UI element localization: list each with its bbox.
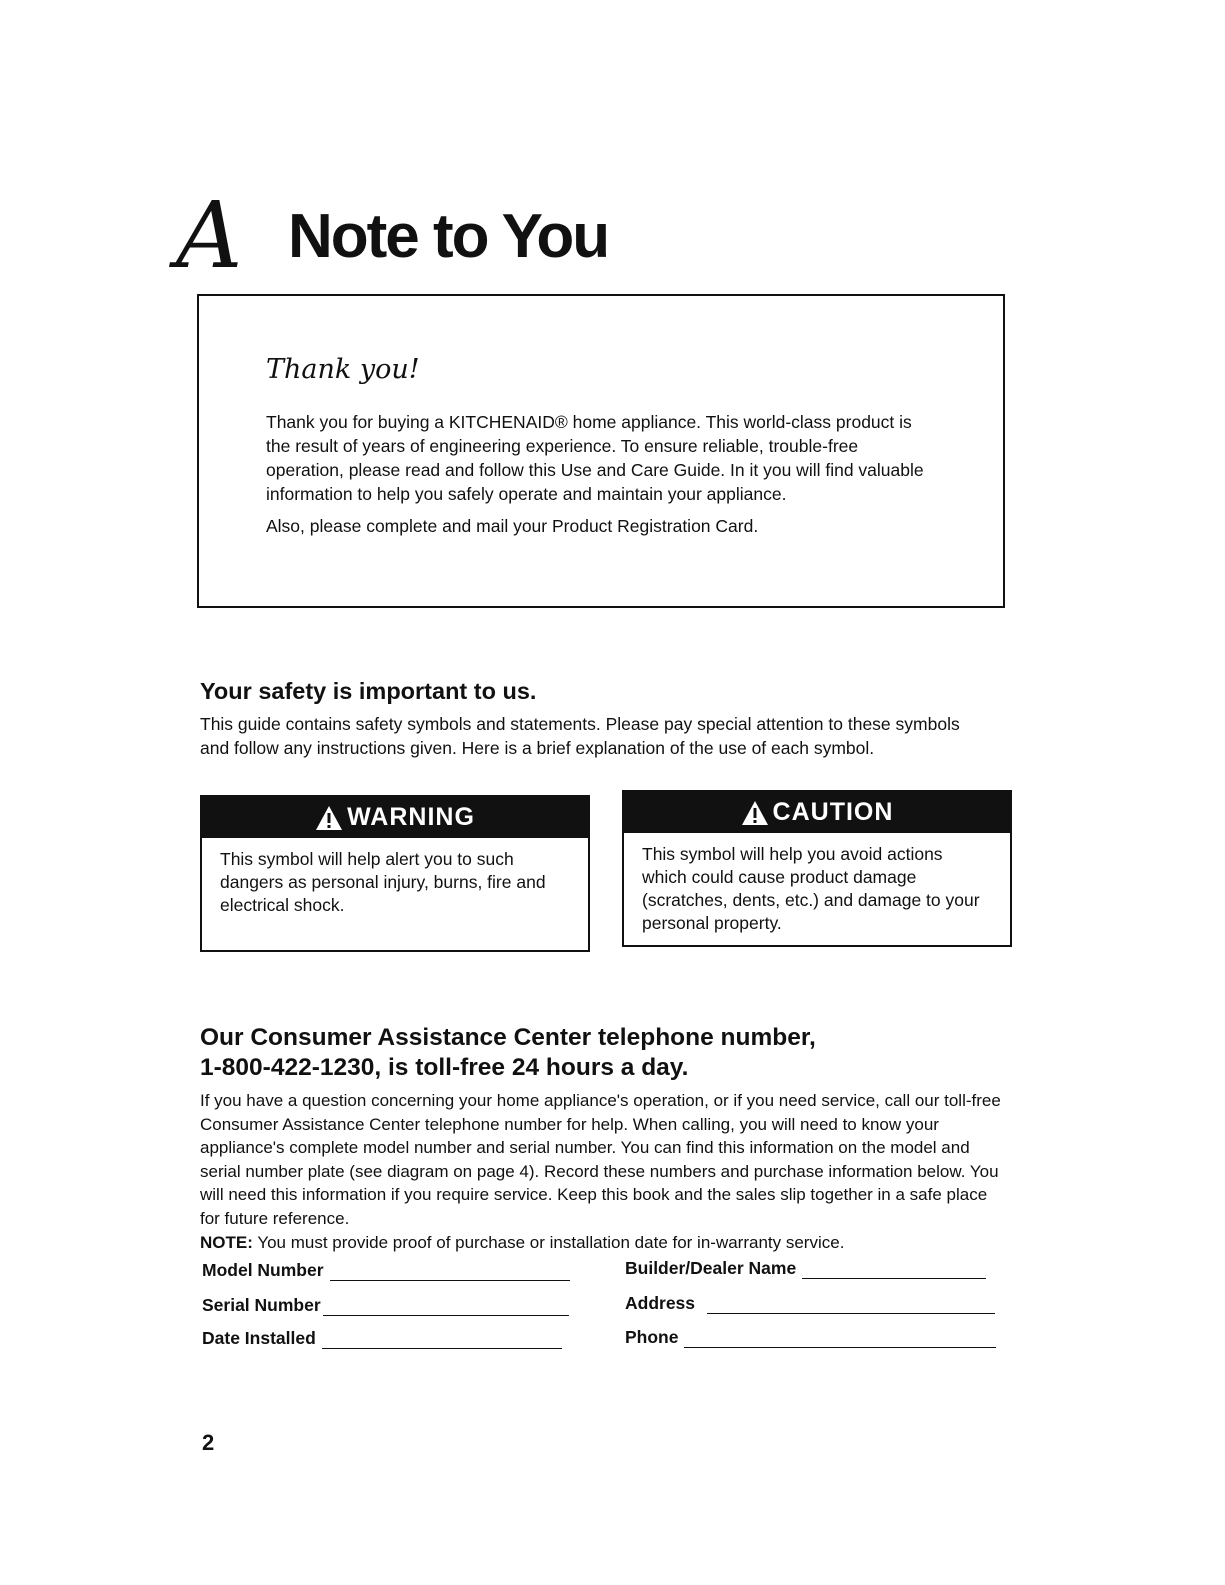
page-title: Note to You xyxy=(288,202,609,271)
serial-number-row xyxy=(202,1295,569,1316)
address-row xyxy=(625,1293,995,1314)
consumer-body xyxy=(200,1089,1010,1254)
thank-you-body xyxy=(266,410,926,546)
builder-dealer-label: Builder/Dealer Name xyxy=(625,1258,797,1278)
safety-heading: Your safety is important to us. xyxy=(200,678,537,704)
model-number-field[interactable] xyxy=(330,1264,570,1281)
model-number-label: Model Number xyxy=(202,1260,324,1280)
consumer-heading xyxy=(200,1023,1020,1083)
registration-paragraph: Also, please complete and mail your Product Registration Card. xyxy=(266,516,759,536)
warning-label: WARNING xyxy=(347,803,475,831)
caution-text: This symbol will help you avoid actions which could cause product damage (scratches, dents, etc.) and damage to your personal property. xyxy=(642,844,980,933)
phone-field[interactable] xyxy=(684,1331,996,1348)
safety-body: This guide contains safety symbols and statements. Please pay special attention to these symbols and follow any instructions given. Here is a brief explanation of the use of each symbol. xyxy=(200,714,960,758)
phone-row xyxy=(625,1327,996,1348)
warning-text: This symbol will help alert you to such dangers as personal injury, burns, fire and electrical shock. xyxy=(220,849,546,915)
date-installed-row xyxy=(202,1328,562,1349)
caution-header xyxy=(624,792,1010,833)
consumer-heading-line1: Our Consumer Assistance Center telephone number, xyxy=(200,1024,816,1051)
warning-header xyxy=(202,797,588,838)
note-label: NOTE: xyxy=(200,1232,253,1252)
consumer-paragraph: If you have a question concerning your home appliance's operation, or if you need service, call our toll-free Consumer Assistance Center telephone number for help. When calling, you will need to know your appliance's complete model number and serial number. You can find this information on the model and serial number plate (see diagram on page 4). Record these numbers and purchase information below. You will need this information if you require service. Keep this book and the sales slip together in a safe place for future reference. xyxy=(200,1091,1001,1228)
address-label: Address xyxy=(625,1293,696,1313)
date-installed-field[interactable] xyxy=(322,1332,562,1349)
note-line xyxy=(200,1231,1010,1255)
thank-you-paragraph: Thank you for buying a KITCHENAID® home appliance. This world-class product is the result of years of engineering experience. To ensure reliable, trouble-free operation, please read and follow this Use and Care Guide. In it you will find valuable information to help you safely operate and maintain your appliance. xyxy=(266,412,924,504)
model-number-row xyxy=(202,1260,570,1281)
warning-triangle-icon xyxy=(315,805,343,831)
caution-triangle-icon xyxy=(741,800,769,826)
address-field[interactable] xyxy=(707,1297,995,1314)
builder-dealer-row xyxy=(625,1258,986,1279)
title-initial: A xyxy=(176,182,243,289)
builder-dealer-field[interactable] xyxy=(802,1262,986,1279)
date-installed-label: Date Installed xyxy=(202,1328,316,1348)
phone-label: Phone xyxy=(625,1327,679,1347)
caution-label: CAUTION xyxy=(772,798,894,826)
thank-you-heading: Thank you! xyxy=(266,354,420,385)
note-text: You must provide proof of purchase or installation date for in-warranty service. xyxy=(257,1232,845,1252)
serial-number-label: Serial Number xyxy=(202,1295,321,1315)
serial-number-field[interactable] xyxy=(323,1299,569,1316)
consumer-heading-line2: 1-800-422-1230, is toll-free 24 hours a day. xyxy=(200,1054,689,1081)
page-number: 2 xyxy=(202,1430,215,1455)
caution-box xyxy=(622,790,1012,947)
warning-box xyxy=(200,795,590,952)
